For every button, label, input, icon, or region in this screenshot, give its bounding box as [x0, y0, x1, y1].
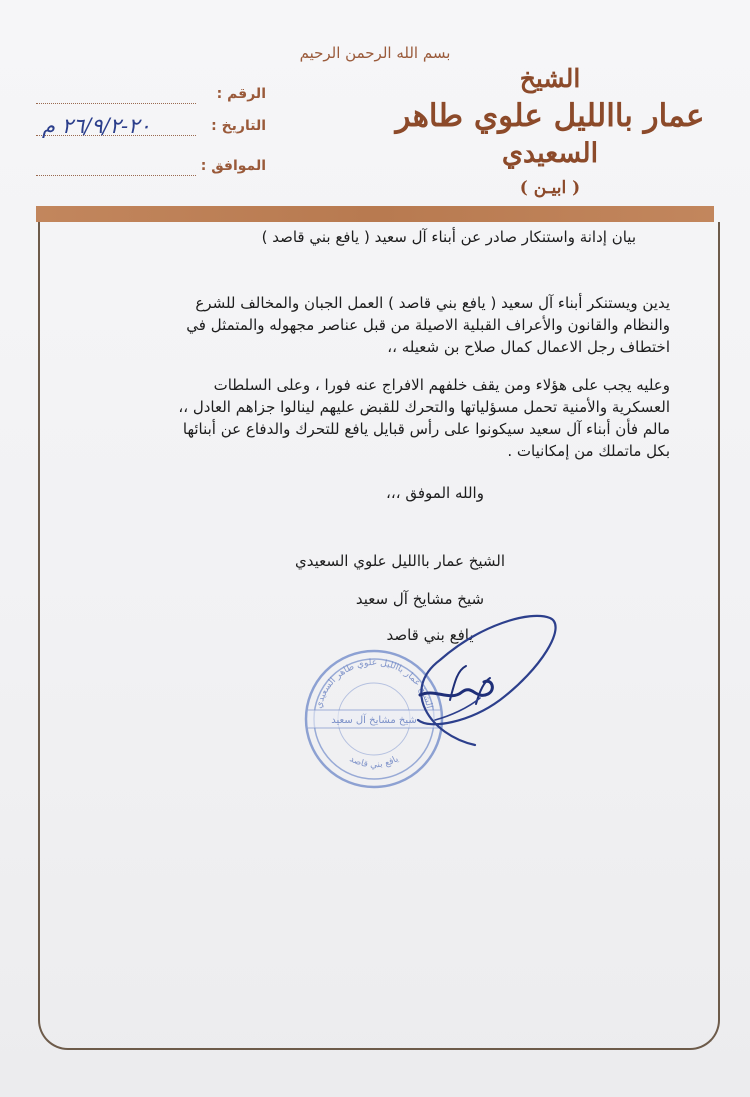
header-band: [36, 206, 714, 222]
paragraph-2-line: العسكرية والأمنية تحمل مسؤلياتها والتحرك للقبض عليهم لينالوا جزاهم العادل ،،: [178, 398, 670, 416]
closing-line: والله الموفق ،،،: [386, 484, 484, 502]
title-line-4: ( ابيـن ): [519, 178, 581, 198]
basmala: بسم الله الرحمن الرحيم: [299, 44, 451, 62]
paragraph-2: [100, 374, 670, 462]
letter-subject: بيان إدانة واستنكار صادر عن أبناء آل سعيد ( يافع بني قاصد ): [261, 228, 636, 246]
letterhead-title: [380, 62, 720, 202]
signatory-role: شيخ مشايخ آل سعيد: [355, 590, 485, 608]
paragraph-1-line: اختطاف رجل الاعمال كمال صلاح بن شعيله ،،: [387, 338, 670, 356]
title-line-3: السعيدي: [501, 138, 599, 169]
corresponding-label: الموافق :: [200, 158, 266, 174]
number-label: الرقم :: [216, 86, 266, 102]
paragraph-1-line: والنظام والقانون والأعراف القبلية الاصيلة من قبل عناصر مجهوله والمتمثل في: [186, 316, 670, 334]
date-label: التاريخ :: [211, 118, 266, 134]
corresponding-line: [36, 175, 196, 176]
seal-center-text: شيخ مشايخ آل سعيد: [331, 715, 417, 726]
title-line-1: الشيخ: [519, 64, 581, 93]
paragraph-1-line: يدين ويستنكر أبناء آل سعيد ( يافع بني قاصد ) العمل الجبان والمخالف للشرع: [195, 294, 670, 312]
date-field: [36, 114, 266, 142]
signatory-name: الشيخ عمار باالليل علوي السعيدي: [294, 552, 506, 570]
paragraph-2-line: مالم فأن أبناء آل سعيد سيكونوا على رأس قبايل يافع للتحرك والدفاع عن أبنائها: [182, 420, 670, 438]
handwritten-signature: [380, 570, 580, 760]
corresponding-field: [36, 158, 266, 182]
number-field: [36, 86, 266, 110]
paragraph-2-line: وعليه يجب على هؤلاء ومن يقف خلفهم الافراج عنه فورا ، وعلى السلطات: [213, 376, 670, 394]
seal-bottom-text: يافع بني قاصد: [347, 754, 401, 771]
date-value: ٢٠-٢٦/٩/٢ م: [42, 114, 151, 138]
paragraph-1: [100, 292, 670, 358]
title-line-2: عمار باالليل علوي طاهر: [395, 98, 705, 134]
number-line: [36, 103, 196, 104]
seal-ring-text: الشيخ عمار باالليل علوي طاهر السعيدي: [314, 657, 434, 710]
paragraph-2-line: بكل ماتملك من إمكانيات .: [507, 442, 670, 460]
signatory-tribe: يافع بني قاصد: [386, 626, 474, 644]
